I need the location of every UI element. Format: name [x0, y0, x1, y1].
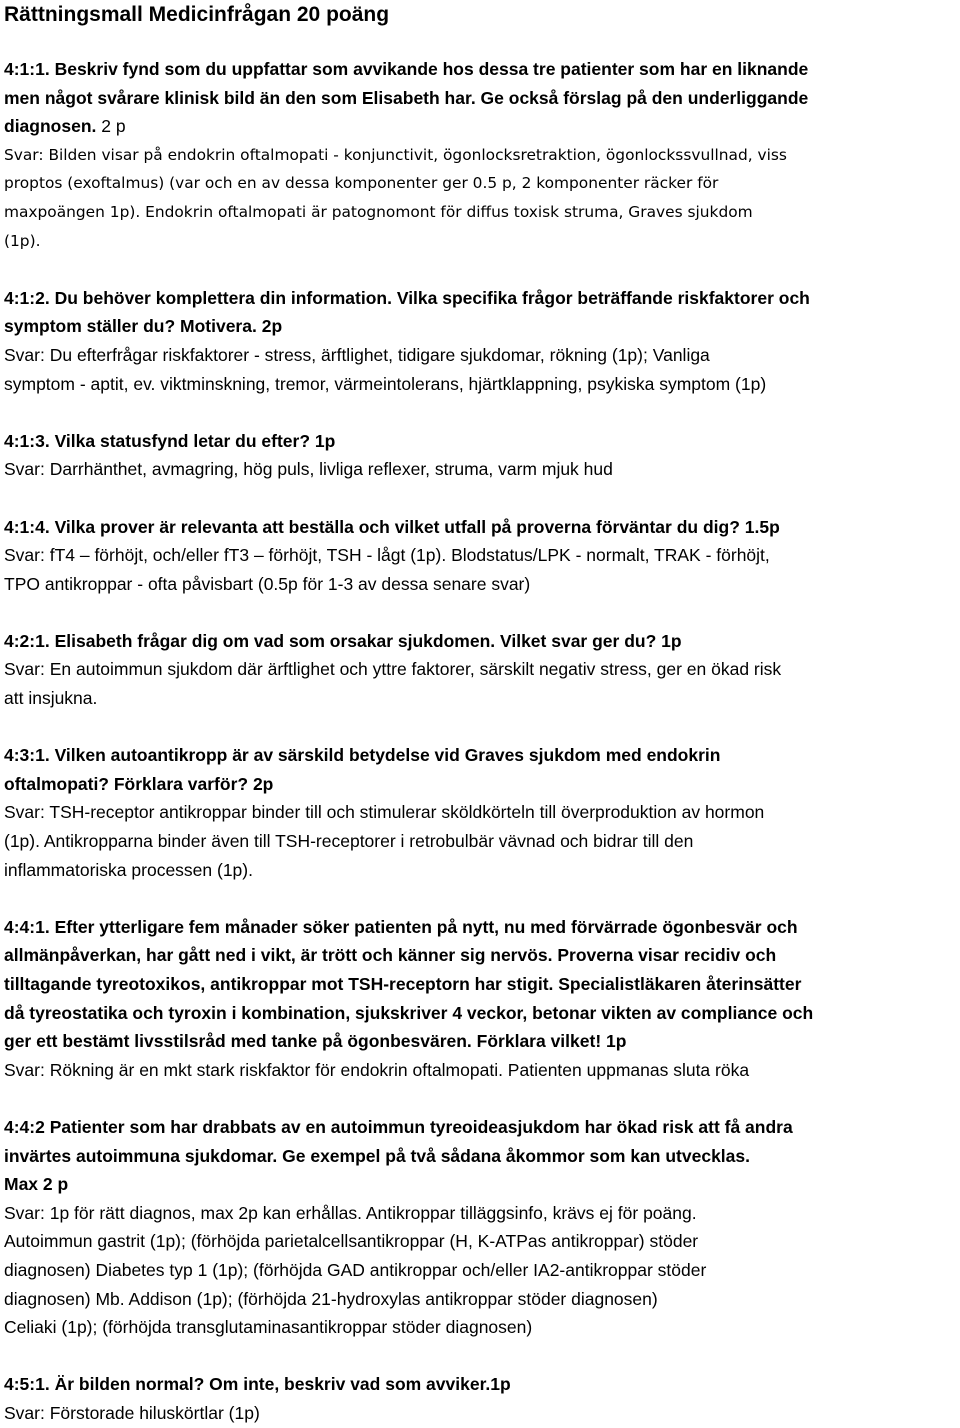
- answer-text: Svar: Bilden visar på endokrin oftalmopati - konjunctivit, ögonlocksretraktion, ögonlockssvullnad, viss: [4, 145, 787, 164]
- question-text: 4:1:1. Beskriv fynd som du uppfattar som avvikande hos dessa tre patienter som har en liknande: [4, 59, 809, 79]
- answer-text: Svar: fT4 – förhöjt, och/eller fT3 – förhöjt, TSH - lågt (1p). Blodstatus/LPK - normalt, TRAK - förhöjt,: [4, 545, 770, 566]
- question-text: oftalmopati? Förklara varför?: [4, 773, 249, 794]
- question-text-line: [4, 627, 956, 656]
- question-4-2-1: [4, 627, 956, 713]
- question-text: diagnosen.: [4, 116, 97, 137]
- answer-text: Svar: Darrhänthet, avmagring, hög puls, livliga reflexer, struma, varm mjuk hud: [4, 459, 613, 480]
- answer-text: (1p).: [4, 231, 41, 250]
- question-4-1-2: [4, 284, 956, 398]
- question-text: tilltagande tyreotoxikos, antikroppar mot TSH-receptorn har stigit. Specialistläkaren återinsätter: [4, 974, 802, 994]
- question-text: symptom ställer du? Motivera.: [4, 316, 257, 337]
- points-label: 1p: [601, 1031, 627, 1052]
- question-text-line: [4, 112, 956, 141]
- question-4-1-3: [4, 427, 956, 484]
- question-4-1-4: [4, 513, 956, 599]
- question-text: ger ett bestämt livsstilsråd med tanke på ögonbesvären. Förklara vilket!: [4, 1031, 602, 1052]
- question-text: 4:4:1. Efter ytterligare fem månader söker patienten på nytt, nu med förvärrade ögonbesvär och: [4, 916, 798, 937]
- answer-text: Svar: TSH-receptor antikroppar binder till och stimulerar sköldkörteln till överproduktion av hormon: [4, 802, 765, 823]
- answer-text: symptom - aptit, ev. viktminskning, tremor, värmeintolerans, hjärtklappning, psykiska symptom (1p): [4, 373, 767, 394]
- answer-text: inflammatoriska processen (1p).: [4, 859, 253, 880]
- question-text: 4:1:4. Vilka prover är relevanta att beställa och vilket utfall på proverna förväntar du dig?: [4, 516, 740, 537]
- question-text-line: [4, 513, 956, 542]
- question-text: då tyreostatika och tyroxin i kombination, sjukskriver 4 veckor, betonar vikten av compliance och: [4, 1002, 814, 1023]
- question-4-3-1: [4, 741, 956, 884]
- points-label: 1p: [490, 1374, 511, 1395]
- question-text: invärtes autoimmuna sjukdomar. Ge exempel på två sådana åkommor som kan utvecklas.: [4, 1145, 750, 1166]
- points-label: 2p: [248, 773, 274, 794]
- document-page: [4, 0, 956, 1428]
- question-4-4-2: [4, 1113, 956, 1342]
- question-text-line: [4, 1027, 956, 1056]
- question-text-line: [4, 770, 956, 799]
- points-label: 2p: [256, 316, 283, 337]
- answer-text: diagnosen) Mb. Addison (1p); (förhöjda 21-hydroxylas antikroppar stöder diagnosen): [4, 1288, 658, 1309]
- answer-text: proptos (exoftalmus) (var och en av dessa komponenter ger 0.5 p, 2 komponenter räcker för: [4, 174, 719, 193]
- points-label: 1p: [656, 630, 682, 651]
- question-text: allmänpåverkan, har gått ned i vikt, är trött och känner sig nervös. Proverna visar recidiv och: [4, 945, 777, 966]
- answer-text: Autoimmun gastrit (1p); (förhöjda parietalcellsantikroppar (H, K-ATPas antikroppar) stöder: [4, 1231, 699, 1252]
- question-4-4-1: [4, 913, 956, 1085]
- answer-text: Svar: Förstorade hiluskörtlar (1p): [4, 1402, 260, 1423]
- question-text: 4:1:2. Du behöver komplettera din information. Vilka specifika frågor beträffande riskfaktorer och: [4, 287, 810, 308]
- answer-text: (1p). Antikropparna binder även till TSH-receptorer i retrobulbär vävnad och bidrar till den: [4, 831, 694, 852]
- question-text-line: [4, 312, 956, 341]
- answer-text: att insjukna.: [4, 688, 98, 709]
- answer-text: Svar: Du efterfrågar riskfaktorer - stress, ärftlighet, tidigare sjukdomar, rökning (1p); Vanliga: [4, 344, 710, 365]
- document-title: Rättningsmall Medicinfrågan 20 poäng: [4, 3, 390, 26]
- question-text: men något svårare klinisk bild än den som Elisabeth har. Ge också förslag på den underliggande: [4, 87, 809, 108]
- question-text: 4:5:1. Är bilden normal? Om inte, beskriv vad som avviker.: [4, 1374, 491, 1395]
- answer-text: diagnosen) Diabetes typ 1 (1p); (förhöjda GAD antikroppar och/eller IA2-antikroppar stöder: [4, 1259, 707, 1280]
- question-text: 4:1:3. Vilka statusfynd letar du efter?: [4, 430, 311, 451]
- points-label: 1.5p: [739, 516, 780, 537]
- points-label: 2 p: [96, 116, 126, 137]
- question-text-line: [4, 427, 956, 456]
- answer-text: Svar: En autoimmun sjukdom där ärftlighet och yttre faktorer, särskilt negativ stress, ger en ökad risk: [4, 659, 782, 680]
- answer-text: Svar: Rökning är en mkt stark riskfaktor för endokrin oftalmopati. Patienten uppmanas sluta röka: [4, 1059, 750, 1080]
- answer-text: Celiaki (1p); (förhöjda transglutaminasantikroppar stöder diagnosen): [4, 1317, 533, 1338]
- question-text: 4:3:1. Vilken autoantikropp är av särskild betydelse vid Graves sjukdom med endokrin: [4, 745, 721, 766]
- question-text: 4:2:1. Elisabeth frågar dig om vad som orsakar sjukdomen. Vilket svar ger du?: [4, 630, 657, 651]
- question-text: 4:4:2 Patienter som har drabbats av en autoimmun tyreoideasjukdom har ökad risk att få andra: [4, 1116, 793, 1137]
- points-label: Max 2 p: [4, 1174, 69, 1195]
- answer-text: TPO antikroppar - ofta påvisbart (0.5p för 1-3 av dessa senare svar): [4, 573, 531, 594]
- question-4-5-1: [4, 1370, 956, 1427]
- question-text-line: [4, 1370, 956, 1399]
- answer-text: maxpoängen 1p). Endokrin oftalmopati är patognomont för diffus toxisk struma, Graves sjukdom: [4, 202, 753, 221]
- answer-text: Svar: 1p för rätt diagnos, max 2p kan erhållas. Antikroppar tilläggsinfo, krävs ej för poäng.: [4, 1202, 697, 1223]
- question-4-1-1: [4, 55, 956, 255]
- points-label: 1p: [310, 430, 336, 451]
